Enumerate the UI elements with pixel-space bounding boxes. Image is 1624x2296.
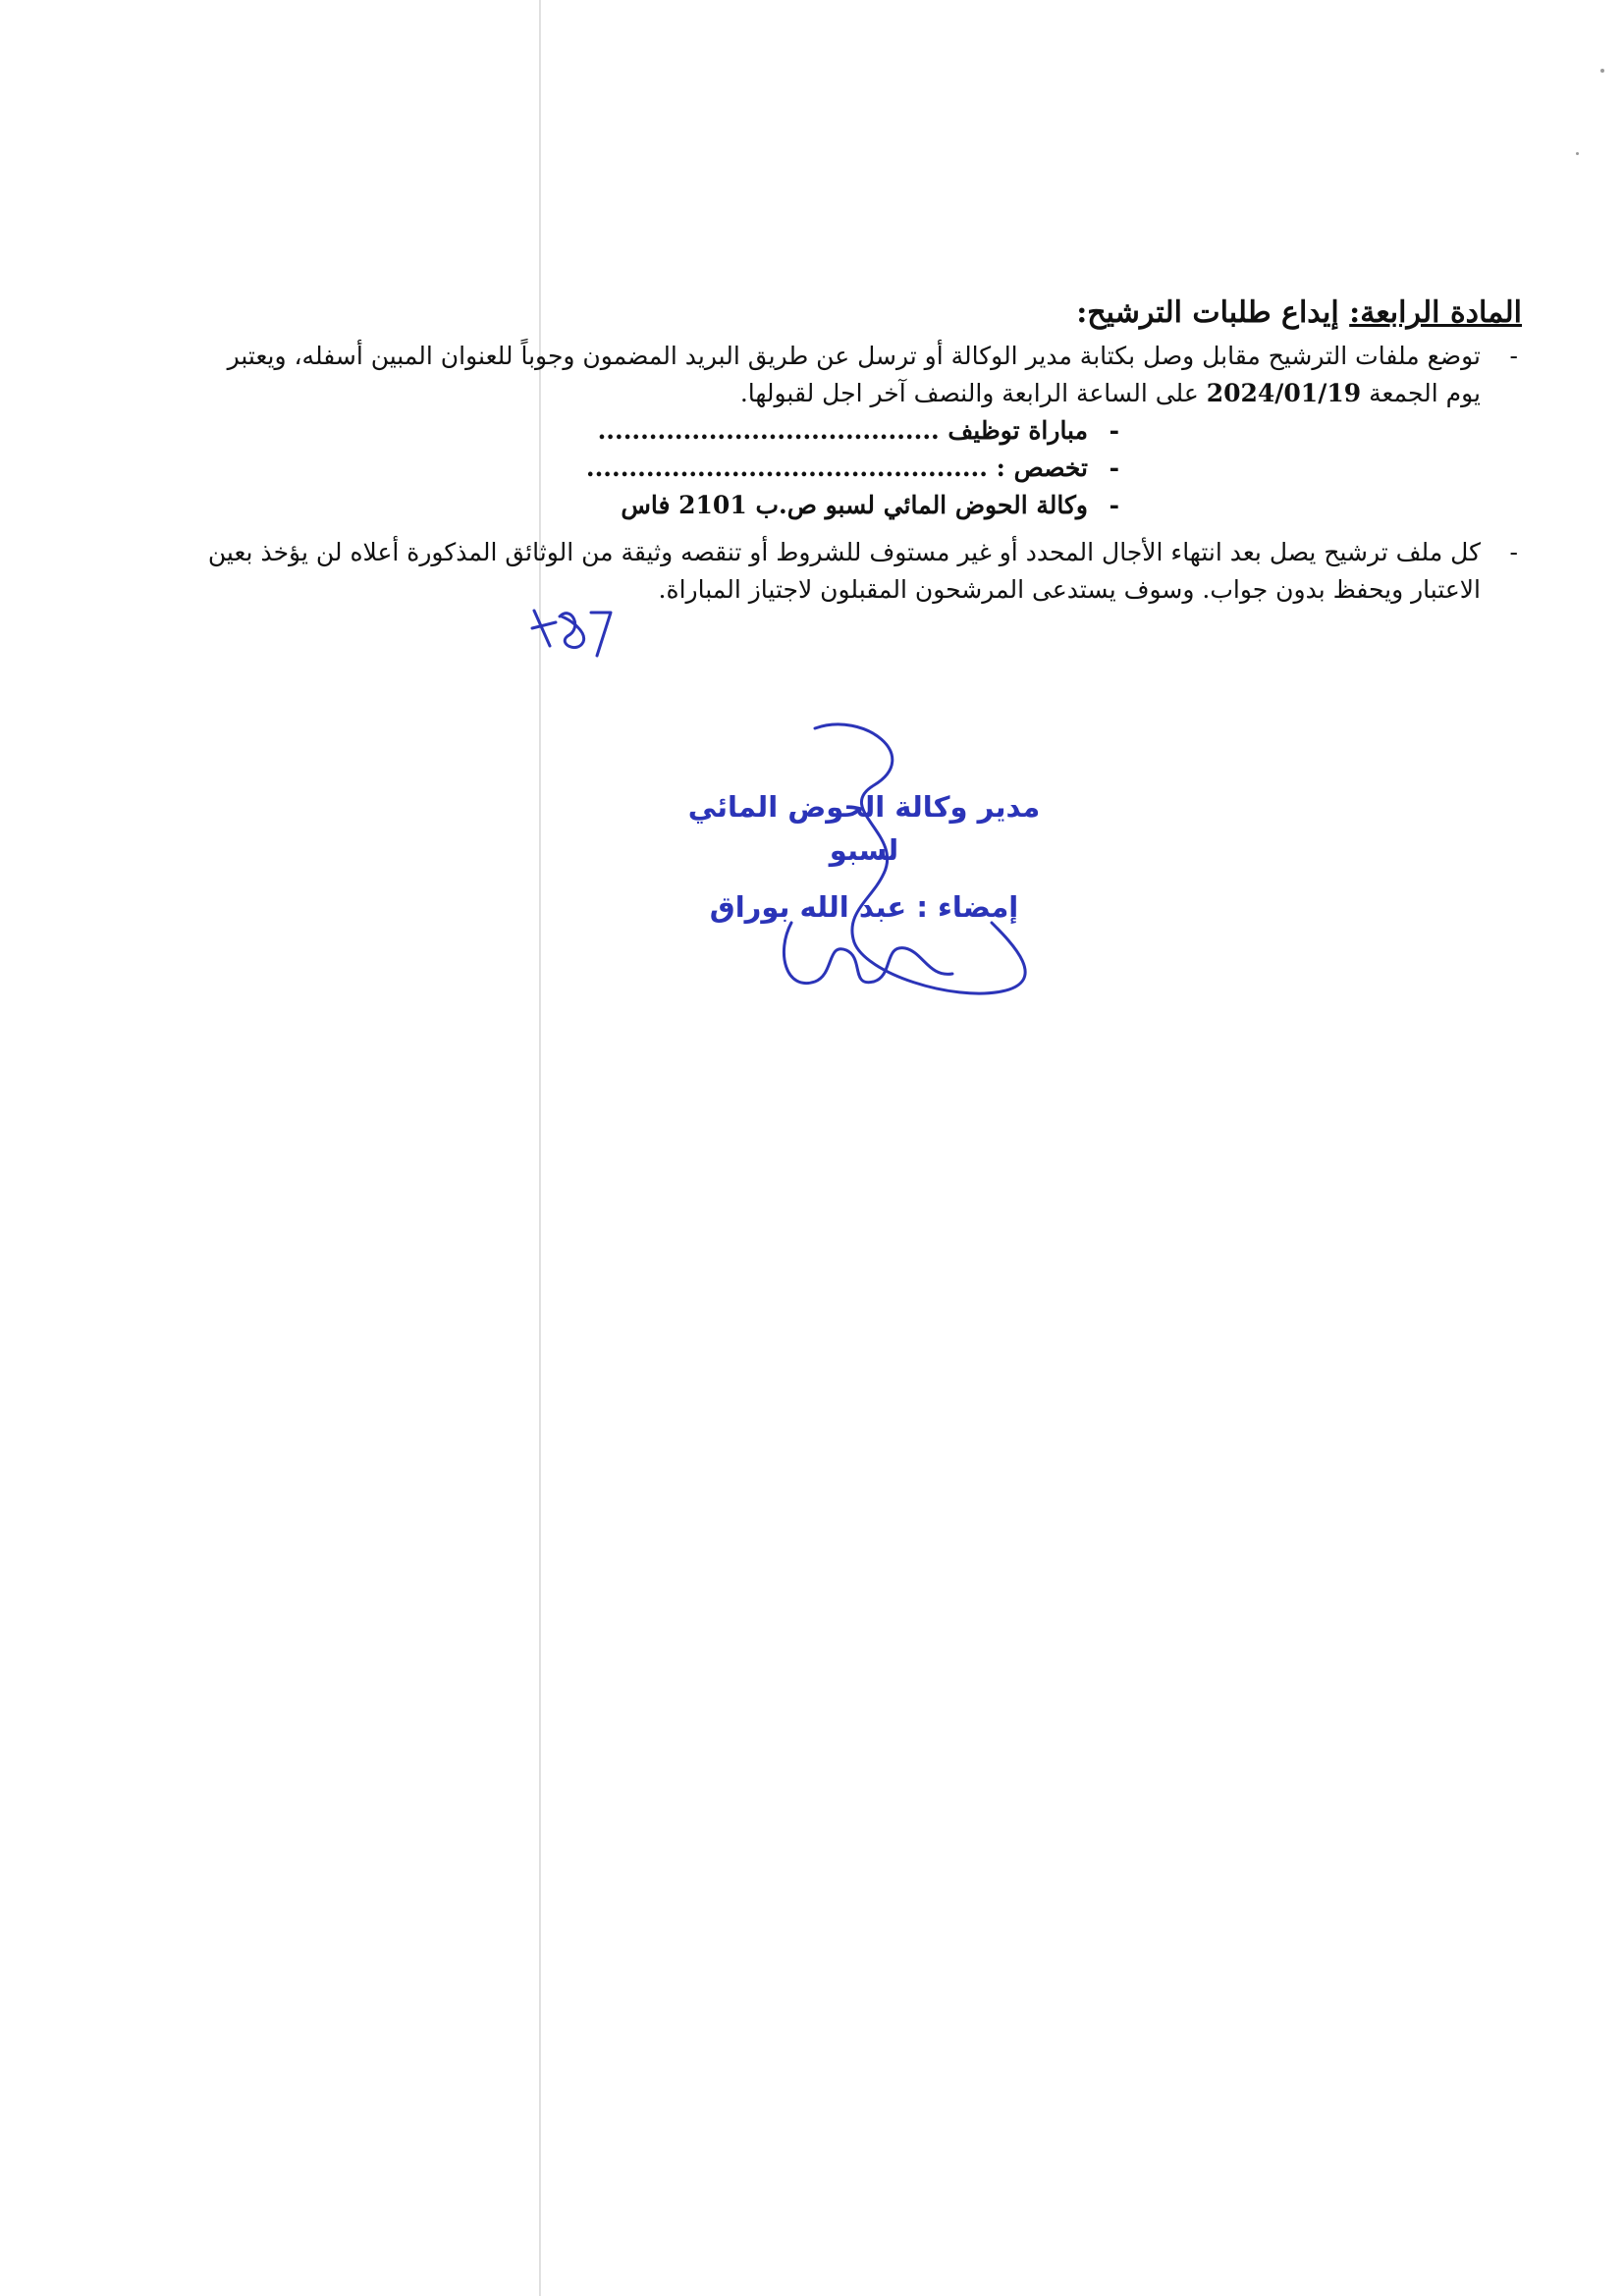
stamp-signature-line: إمضاء : عبد الله بوراق: [709, 890, 1019, 924]
deadline-date: 2024/01/19: [1206, 379, 1362, 407]
bullet-dash: -: [1109, 491, 1119, 519]
handwritten-number-icon: [528, 603, 617, 662]
article-body: [108, 294, 1522, 609]
scan-speck: [1600, 69, 1604, 73]
agency-name: وكالة الحوض المائي لسبو ص.ب: [755, 491, 1088, 519]
submission-line-2-prefix: يوم الجمعة: [1369, 379, 1481, 407]
bullet-dash: -: [1509, 342, 1518, 370]
paragraph-submission: [108, 338, 1522, 412]
city-name: فاس: [621, 491, 671, 519]
paragraph-late-files: [108, 534, 1522, 609]
address-contest: [108, 412, 1149, 450]
stamp-title: مدير وكالة الحوض المائي: [687, 790, 1041, 824]
bullet-dash: -: [1109, 454, 1119, 482]
submission-line-1: توضع ملفات الترشيح مقابل وصل بكتابة مدير الوكالة أو ترسل عن طريق البريد المضمون وجوباً للعنوان المبين أسفله، ويعتبر: [227, 342, 1481, 370]
po-box-number: 2101: [678, 491, 747, 519]
article-title: إيداع طلبات الترشيح:: [1076, 295, 1339, 330]
bullet-dash: -: [1509, 538, 1518, 566]
bullet-dash: -: [1109, 416, 1119, 445]
late-files-line-2: الاعتبار ويحفظ بدون جواب. وسوف يستدعى المرشحون المقبلون لاجتياز المباراة.: [658, 575, 1481, 604]
submission-line-2-suffix: على الساعة الرابعة والنصف آخر اجل لقبولها.: [739, 379, 1199, 407]
contest-label: مباراة توظيف ........................................: [597, 416, 1088, 445]
article-heading: [108, 294, 1522, 332]
stamp-subtitle: لسبو: [829, 833, 899, 867]
address-agency: [108, 487, 1149, 524]
article-label: المادة الرابعة:: [1349, 295, 1522, 330]
address-specialty: [108, 450, 1149, 487]
scan-speck: [1576, 152, 1579, 155]
director-stamp: [687, 785, 1041, 929]
late-files-line-1: كل ملف ترشيح يصل بعد انتهاء الأجال المحدد أو غير مستوف للشروط أو تنقصه وثيقة من الوثائق المذكورة أعلاه لن يؤخذ بعين: [207, 538, 1481, 566]
specialty-label: تخصص : ...............................................: [585, 454, 1088, 482]
